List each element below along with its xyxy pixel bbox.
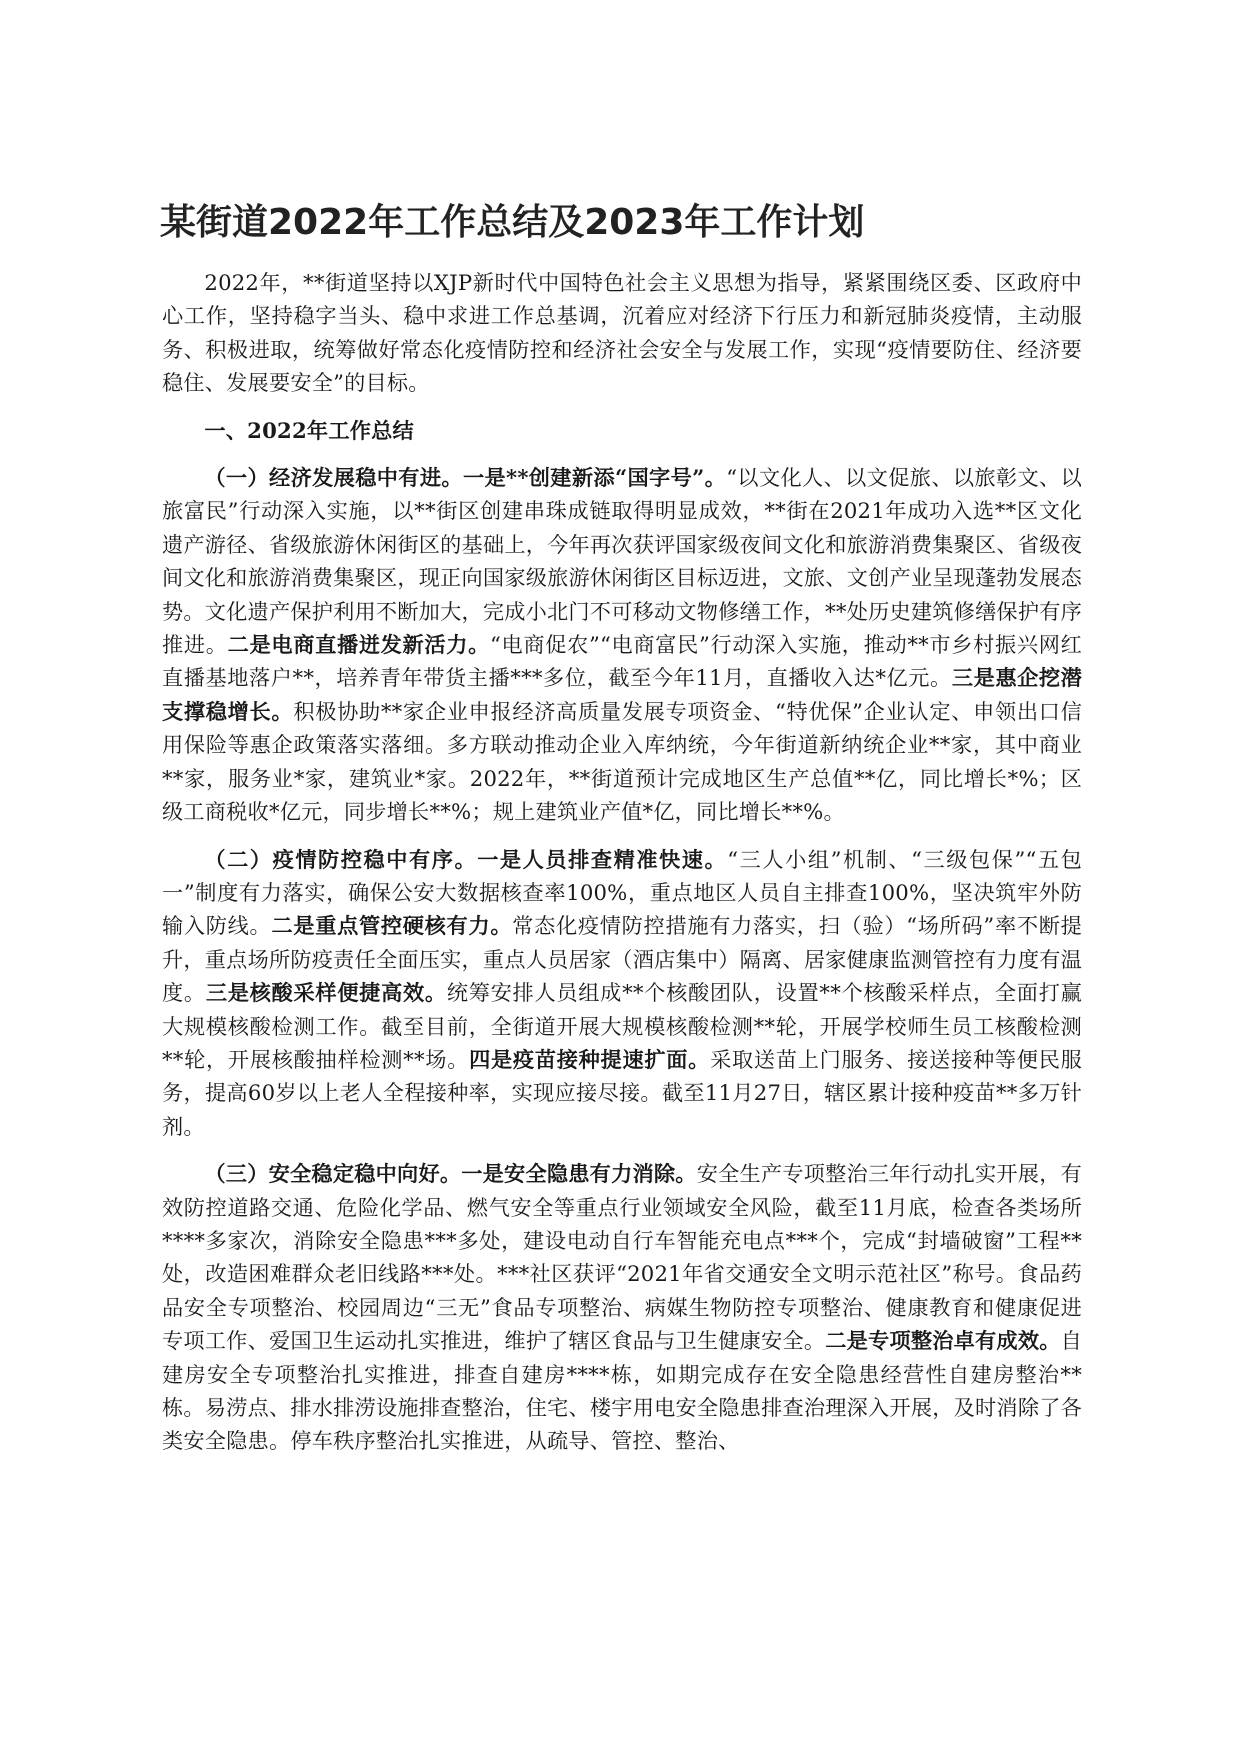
- paragraph-lead: （一）经济发展稳中有进。一是**创建新添“国字号”。: [204, 465, 727, 491]
- document-body: [162, 266, 1082, 1472]
- paragraph-lead: 三是核酸采样便捷高效。: [205, 980, 447, 1006]
- paragraph-epidemic: [162, 843, 1082, 1144]
- paragraph-lead: （二）疫情防控稳中有序。一是人员排查精准快速。: [204, 846, 728, 872]
- paragraph-text: 常态化疫情防控措施有力落实，扫（验）“场所码”率不断提升，重点场所防疫责任全面压实，重点人员居家（酒店集中）隔离、居家健康监测管控有力度有温度。: [162, 913, 1082, 1006]
- paragraph-lead: 四是疫苗接种提速扩面。: [469, 1046, 711, 1072]
- paragraph-economy: [162, 461, 1082, 828]
- section-heading: 一、2022年工作总结: [204, 417, 414, 443]
- paragraph-text: 自建房安全专项整治扎实推进，排查自建房****栋，如期完成存在安全隐患经营性自建房整治**栋。易涝点、排水排涝设施排查整治，住宅、楼宇用电安全隐患排查治理深入开展，及时消除了各类安全隐患。停车秩序整治扎实推进，从疏导、管控、整治、: [162, 1328, 1083, 1454]
- paragraph-text: “电商促农”“电商富民”行动深入实施，推动**市乡村振兴网红直播基地落户**，培养青年带货主播***多位，截至今年11月，直播收入达*亿元。: [162, 632, 1083, 691]
- paragraph-text: 积极协助**家企业申报经济高质量发展专项资金、“特优保”企业认定、申领出口信用保险等惠企政策落实落细。多方联动推动企业入库纳统，今年街道新纳统企业**家，其中商业**家，服务业*家，建筑业*家。2022年，**街道预计完成地区生产总值**亿，同比增长*%；区级工商税收*亿元，同步增长**%；规上建筑业产值*亿，同比增长**%。: [162, 698, 1083, 825]
- paragraph-lead: 三是惠企挖潜支撑稳增长。: [162, 665, 1082, 724]
- paragraph-text: 安全生产专项整治三年行动扎实开展，有效防控道路交通、危险化学品、燃气安全等重点行业领域安全风险，截至11月底，检查各类场所****多家次，消除安全隐患***多处，建设电动自行车智能充电点***个，完成“封墙破窗”工程**处，改造困难群众老旧线路***处。***社区获评“2021年省交通安全文明示范社区”称号。食品药品安全专项整治、校园周边“三无”食品专项整治、病媒生物防控专项整治、健康教育和健康促进专项工作、爱国卫生运动扎实推进，维护了辖区食品与卫生健康安全。: [162, 1161, 1082, 1354]
- paragraph-safety: [162, 1157, 1082, 1458]
- paragraph-text: “三人小组”机制、“三级包保”“五包一”制度有力落实，确保公安大数据核查率100%，重点地区人员自主排查100%，坚决筑牢外防输入防线。: [162, 846, 1082, 939]
- paragraph-text: “以文化人、以文促旅、以旅彰文、以旅富民”行动深入实施，以**街区创建串珠成链取得明显成效，**街在2021年成功入选**区文化遗产游径、省级旅游休闲街区的基础上，今年再次获评国家级夜间文化和旅游消费集聚区、省级夜间文化和旅游消费集聚区，现正向国家级旅游休闲街区目标迈进，文旅、文创产业呈现蓬勃发展态势。文化遗产保护利用不断加大，完成小北门不可移动文物修缮工作，**处历史建筑修缮保护有序推进。: [162, 465, 1082, 658]
- paragraph-lead: （三）安全稳定稳中向好。一是安全隐患有力消除。: [204, 1161, 697, 1187]
- paragraph-lead: 二是专项整治卓有成效。: [825, 1328, 1061, 1354]
- intro-paragraph: 2022年，**街道坚持以XJP新时代中国特色社会主义思想为指导，紧紧围绕区委、区政府中心工作，坚持稳字当头、稳中求进工作总基调，沉着应对经济下行压力和新冠肺炎疫情，主动服务、积极进取，统筹做好常态化疫情防控和经济社会安全与发展工作，实现“疫情要防住、经济要稳住、发展要安全”的目标。: [162, 270, 1082, 396]
- paragraph-lead: 二是重点管控硬核有力。: [271, 913, 513, 939]
- document-title: 某街道2022年工作总结及2023年工作计划: [160, 202, 865, 243]
- paragraph-lead: 二是电商直播迸发新活力。: [227, 632, 491, 658]
- paragraph-text: 采取送苗上门服务、接送接种等便民服务，提高60岁以上老人全程接种率，实现应接尽接。截至11月27日，辖区累计接种疫苗**多万针剂。: [162, 1046, 1082, 1139]
- paragraph-text: 统筹安排人员组成**个核酸团队，设置**个核酸采样点，全面打赢大规模核酸检测工作。截至目前，全街道开展大规模核酸检测**轮，开展学校师生员工核酸检测**轮，开展核酸抽样检测**场。: [162, 980, 1083, 1072]
